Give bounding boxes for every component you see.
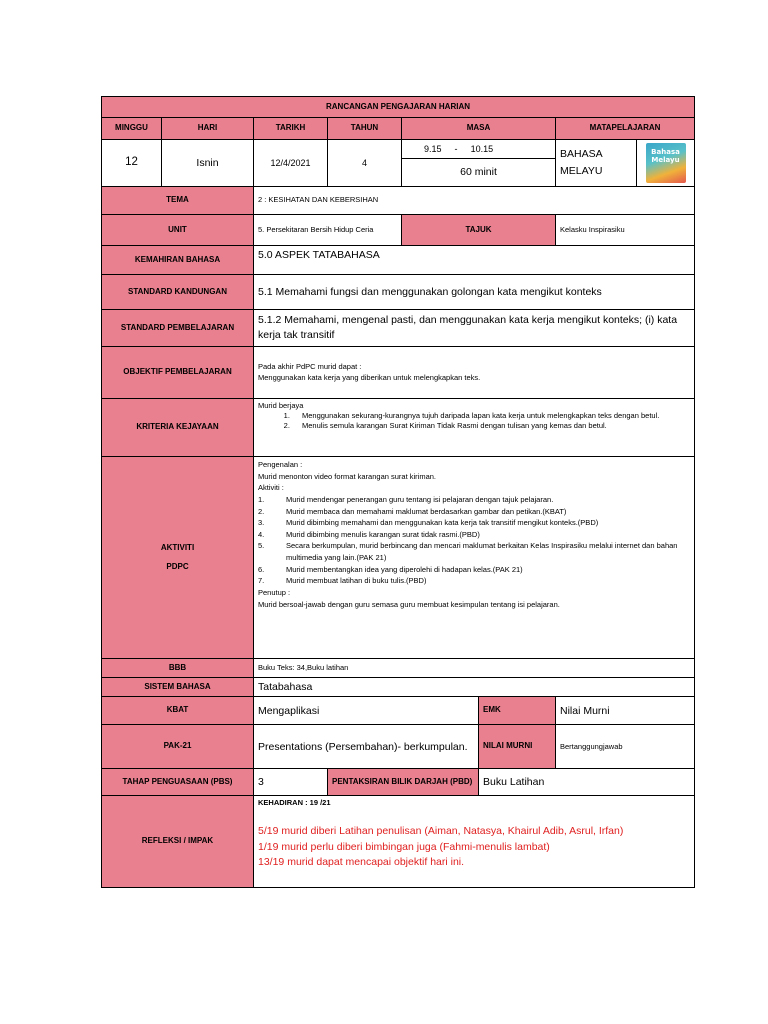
book-cover-text: Bahasa Melayu	[651, 148, 680, 164]
pengenalan-text: Murid menonton video format karangan surat kiriman.	[258, 471, 437, 481]
kemahiran-value: 5.0 ASPEK TATABAHASA	[254, 246, 695, 275]
kriteria-intro: Murid berjaya	[258, 401, 304, 410]
durasi-value: 60 minit	[402, 159, 556, 187]
pak21-label: PAK-21	[102, 725, 254, 769]
kemahiran-label: KEMAHIRAN BAHASA	[102, 246, 254, 275]
kriteria-value	[254, 399, 695, 457]
masa-end: 10.15	[470, 143, 494, 154]
aktiviti-step: 7. Murid membuat latihan di buku tulis.(PBD)	[258, 576, 427, 586]
kriteria-label: KRITERIA KEJAYAAN	[102, 399, 254, 457]
unit-label: UNIT	[102, 215, 254, 246]
objektif-label: OBJEKTIF PEMBELAJARAN	[102, 347, 254, 399]
unit-value: 5. Persekitaran Bersih Hidup Ceria	[254, 215, 402, 246]
header-minggu: MINGGU	[102, 118, 162, 140]
bbb-label: BBB	[102, 659, 254, 678]
aktiviti-step: 4. Murid dibimbing menulis karangan surat tidak rasmi.(PBD)	[258, 529, 480, 539]
pbd-label: PENTAKSIRAN BILIK DARJAH (PBD)	[328, 769, 479, 796]
header-tarikh: TARIKH	[254, 118, 328, 140]
bbb-value: Buku Teks: 34,Buku latihan	[254, 659, 695, 678]
refleksi-value	[254, 796, 695, 888]
tema-label: TEMA	[102, 187, 254, 215]
kehadiran-text: KEHADIRAN : 19 /21	[258, 798, 331, 808]
header-hari: HARI	[162, 118, 254, 140]
sistem-bahasa-label: SISTEM BAHASA	[102, 678, 254, 697]
standard-kandungan-value: 5.1 Memahami fungsi dan menggunakan golongan kata mengikut konteks	[254, 275, 695, 310]
subject-value	[556, 140, 637, 187]
kbat-label: KBAT	[102, 697, 254, 725]
subject-line1: BAHASA	[560, 148, 603, 161]
aktiviti-label	[102, 457, 254, 659]
nilai-murni-label: NILAI MURNI	[479, 725, 556, 769]
aktiviti-value	[254, 457, 695, 659]
penutup-text: Murid bersoal-jawab dengan guru semasa guru membuat kesimpulan tentang isi pelajaran.	[258, 599, 560, 609]
penutup-label: Penutup :	[258, 587, 291, 597]
standard-pembelajaran-label: STANDARD PEMBELAJARAN	[102, 310, 254, 347]
kriteria-item: 1. Menggunakan sekurang-kurangnya tujuh daripada lapan kata kerja untuk melengkapkan teks dengan betul.	[292, 411, 690, 421]
aktiviti-step: 6. Murid membentangkan idea yang diperolehi di hadapan kelas.(PAK 21)	[258, 564, 523, 574]
aktiviti-step: 5. Secara berkumpulan, murid berbincang dan mencari maklumat berkaitan Kelas Inspirasiku melalui internet dan bahan multimedia yang lain.(PAK 21)	[258, 541, 678, 562]
lesson-plan-sheet	[101, 96, 694, 888]
header-matapelajaran: MATAPELAJARAN	[556, 118, 695, 140]
masa-separator: -	[454, 143, 458, 154]
kbat-value: Mengaplikasi	[254, 697, 479, 725]
tahap-value: 3	[254, 769, 328, 796]
standard-kandungan-label: STANDARD KANDUNGAN	[102, 275, 254, 310]
aktiviti-step: 1. Murid mendengar penerangan guru tentang isi pelajaran dengan tajuk pelajaran.	[258, 494, 554, 504]
emk-label: EMK	[479, 697, 556, 725]
aktiviti-steps-label: Aktiviti :	[258, 483, 284, 493]
emk-value: Nilai Murni	[556, 697, 695, 725]
subject-line2: MELAYU	[560, 165, 603, 177]
objektif-value	[254, 347, 695, 399]
hari-value: Isnin	[162, 140, 254, 187]
book-cover-image	[646, 143, 686, 183]
masa-start: 9.15	[424, 143, 442, 154]
lesson-plan-table	[101, 96, 695, 888]
pbd-value: Buku Latihan	[479, 769, 695, 796]
objektif-line2: Menggunakan kata kerja yang diberikan untuk melengkapkan teks.	[258, 372, 481, 382]
kriteria-item: 2. Menulis semula karangan Surat Kiriman Tidak Rasmi dengan tulisan yang kemas dan betul.	[292, 421, 690, 431]
refleksi-line: 5/19 murid diberi Latihan penulisan (Aiman, Natasya, Khairul Adib, Asrul, Irfan)	[258, 825, 624, 838]
book-cover-cell	[637, 140, 695, 187]
tema-value: 2 : KESIHATAN DAN KEBERSIHAN	[254, 187, 695, 215]
objektif-line1: Pada akhir PdPC murid dapat :	[258, 362, 362, 372]
pak21-value: Presentations (Persembahan)- berkumpulan.	[254, 725, 479, 769]
pengenalan-label: Pengenalan :	[258, 460, 303, 469]
header-masa: MASA	[402, 118, 556, 140]
tarikh-value: 12/4/2021	[254, 140, 328, 187]
aktiviti-label-line1: AKTIVITI	[160, 542, 195, 552]
tajuk-label: TAJUK	[402, 215, 556, 246]
header-tahun: TAHUN	[328, 118, 402, 140]
refleksi-line: 1/19 murid perlu diberi bimbingan juga (Fahmi-menulis lambat)	[258, 840, 550, 853]
tahap-label: TAHAP PENGUASAAN (PBS)	[102, 769, 254, 796]
page-title: RANCANGAN PENGAJARAN HARIAN	[102, 97, 695, 118]
tahun-value: 4	[328, 140, 402, 187]
sistem-bahasa-value: Tatabahasa	[254, 678, 695, 697]
aktiviti-step: 2. Murid membaca dan memahami maklumat berdasarkan gambar dan petikan.(KBAT)	[258, 506, 567, 516]
masa-time	[402, 140, 556, 159]
refleksi-line: 13/19 murid dapat mencapai objektif hari ini.	[258, 855, 465, 868]
standard-pembelajaran-value: 5.1.2 Memahami, mengenal pasti, dan menggunakan kata kerja mengikut konteks; (i) kata kerja tak transitif	[254, 310, 695, 347]
tajuk-value: Kelasku Inspirasiku	[556, 215, 695, 246]
aktiviti-label-line2: PDPC	[166, 561, 189, 571]
refleksi-label: REFLEKSI / IMPAK	[102, 796, 254, 888]
nilai-murni-value: Bertanggungjawab	[556, 725, 695, 769]
minggu-value: 12	[102, 140, 162, 187]
aktiviti-step: 3. Murid dibimbing memahami dan menggunakan kata kerja tak transitif mengikut konteks.(PBD)	[258, 518, 599, 528]
